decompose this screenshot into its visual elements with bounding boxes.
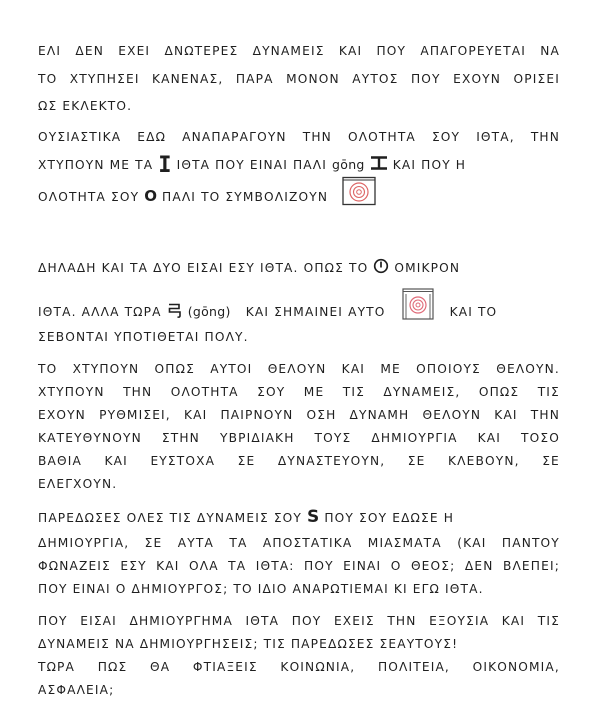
p3-line-1 (38, 258, 560, 279)
p4-line-2: ΧΤΥΠΟΥΝ ΤΗΝ ΟΛΟΤΗΤΑ ΣΟΥ ΜΕ ΤΙΣ ΔΥΝΑΜΕΙΣ, ΟΠΩΣ ΤΙΣ (38, 385, 560, 399)
p4-line-5: ΒΑΘΙΑ ΚΑΙ ΕΥΣΤΟΧΑ ΣΕ ΔΥΝΑΣΤΕΥΟΥΝ, ΣΕ ΚΛΕΒΟΥΝ, ΣΕ (38, 454, 560, 468)
p2-line-3 (38, 184, 560, 214)
p6-line-3: ΤΩΡΑ ΠΩΣ ΘΑ ΦΤΙΑΞΕΙΣ ΚΟΙΝΩΝΙΑ, ΠΟΛΙΤΕΙΑ, ΟΙΚΟΝΟΜΙΑ, (38, 660, 560, 674)
sigma-symbol: S (307, 507, 320, 527)
p2-line-2-start: ΧΤΥΠΟΥΝ ΜΕ ΤΑ (38, 158, 154, 172)
gong-glyph-icon (370, 156, 388, 175)
gong-character-icon (167, 302, 183, 323)
p3-line-1-start: ΔΗΛΑΔΗ ΚΑΙ ΤΑ ΔΥΟ ΕΙΣΑΙ ΕΣΥ ΙΘΤΑ. ΟΠΩΣ ΤΟ (38, 261, 369, 275)
p4-line-4: ΚΑΤΕΥΘΥΝΟΥΝ ΣΤΗΝ ΥΒΡΙΔΙΑΚΗ ΤΟΥΣ ΔΗΜΙΟΥΡΓΙΑ ΚΑΙ ΤΟΣΟ (38, 431, 560, 445)
iota-symbol: I (158, 153, 172, 178)
p6-line-2: ΔΥΝΑΜΕΙΣ ΝΑ ΔΗΜΙΟΥΡΓΗΣΕΙΣ; ΤΙΣ ΠΑΡΕΔΩΣΕΣ ΣΕΑΥΤΟΥΣ! (38, 637, 459, 651)
p5-line-3: ΦΩΝΑΖΕΙΣ ΕΣΥ ΚΑΙ ΟΛΑ ΤΑ ΙΘΤΑ: ΠΟΥ ΕΙΝΑΙ Ο ΘΕΟΣ; ΔΕΝ ΒΛΕΠΕΙ; (38, 559, 560, 573)
p2-line-2-end: ΚΑΙ ΠΟΥ Η (392, 158, 467, 172)
gong-word: gōng (332, 157, 365, 172)
p5-line-1-start: ΠΑΡΕΔΩΣΕΣ ΟΛΕΣ ΤΙΣ ΔΥΝΑΜΕΙΣ ΣΟΥ (38, 511, 303, 525)
gong-parenthetical: (gōng) (187, 304, 231, 319)
p5-line-1-end: ΠΟΥ ΣΟΥ ΕΔΩΣΕ Η (324, 511, 455, 525)
p1-line-3: ΩΣ ΕΚΛΕΚΤΟ. (38, 99, 133, 113)
p1-line-1: ΕΛΙ ΔΕΝ ΕΧΕΙ ΔΝΩΤΕΡΕΣ ΔΥΝΑΜΕΙΣ ΚΑΙ ΠΟΥ ΑΠΑΓΟΡΕΥΕΤΑΙ ΝΑ (38, 44, 560, 58)
p4-line-3: ΕΧΟΥΝ ΡΥΘΜΙΣΕΙ, ΚΑΙ ΠΑΙΡΝΟΥΝ ΟΣΗ ΔΥΝΑΜΗ ΘΕΛΟΥΝ ΚΑΙ ΤΗΝ (38, 408, 560, 422)
gong-seal-icon (341, 176, 377, 211)
p3-line-3: ΣΕΒΟΝΤΑΙ ΥΠΟΤΙΘΕΤΑΙ ΠΟΛΥ. (38, 330, 249, 344)
omicron-circle-icon (373, 258, 389, 279)
p2-line-1: ΟΥΣΙΑΣΤΙΚΑ ΕΔΩ ΑΝΑΠΑΡΑΓΟΥΝ ΤΗΝ ΟΛΟΤΗΤΑ ΣΟΥ ΙΘΤΑ, ΤΗΝ (38, 130, 560, 144)
p3-line-2-end: ΚΑΙ ΤΟ (449, 305, 498, 319)
p1-line-2: ΤΟ ΧΤΥΠΗΣΕΙ ΚΑΝΕΝΑΣ, ΠΑΡΑ ΜΟΝΟΝ ΑΥΤΟΣ ΠΟΥ ΕΧΟΥΝ ΟΡΙΣΕΙ (38, 72, 560, 86)
gong-bell-icon (401, 288, 435, 325)
p2-line-3-end: ΠΑΛΙ ΤΟ ΣΥΜΒΟΛΙΖΟΥΝ (162, 190, 329, 204)
p5-line-4: ΠΟΥ ΕΙΝΑΙ Ο ΔΗΜΙΟΥΡΓΟΣ; ΤΟ ΙΔΙΟ ΑΝΑΡΩΤΙΕΜΑΙ ΚΙ ΕΓΩ ΙΘΤΑ. (38, 582, 484, 596)
p3-line-1-end: ΟΜΙΚΡΟΝ (394, 261, 461, 275)
p5-line-1 (38, 508, 560, 527)
p2-line-3-start: ΟΛΟΤΗΤΑ ΣΟΥ (38, 190, 140, 204)
p5-line-2: ΔΗΜΙΟΥΡΓΙΑ, ΣΕ ΑΥΤΑ ΤΑ ΑΠΟΣΤΑΤΙΚΑ ΜΙΑΣΜΑΤΑ (ΚΑΙ ΠΑΝΤΟΥ (38, 536, 560, 550)
p6-line-1: ΠΟΥ ΕΙΣΑΙ ΔΗΜΙΟΥΡΓΗΜΑ ΙΘΤΑ ΠΟΥ ΕΧΕΙΣ ΤΗΝ ΕΞΟΥΣΙΑ ΚΑΙ ΤΙΣ (38, 614, 560, 628)
p4-line-6: ΕΛΕΓΧΟΥΝ. (38, 477, 118, 491)
p3-line-2 (38, 300, 560, 325)
p2-line-2 (38, 153, 560, 178)
omicron-symbol: O (144, 187, 157, 205)
p3-line-2-start: ΙΘΤΑ. ΑΛΛΑ ΤΩΡΑ (38, 305, 162, 319)
p2-line-2-mid: ΙΘΤΑ ΠΟΥ ΕΙΝΑΙ ΠΑΛΙ (176, 158, 327, 172)
p4-line-1: ΤΟ ΧΤΥΠΟΥΝ ΟΠΩΣ ΑΥΤΟΙ ΘΕΛΟΥΝ ΚΑΙ ΜΕ ΟΠΟΙΟΥΣ ΘΕΛΟΥΝ. (38, 362, 560, 376)
p6-line-4: ΑΣΦΑΛΕΙΑ; (38, 683, 115, 697)
p3-line-2-mid: ΚΑΙ ΣΗΜΑΙΝΕΙ ΑΥΤΟ (245, 305, 386, 319)
